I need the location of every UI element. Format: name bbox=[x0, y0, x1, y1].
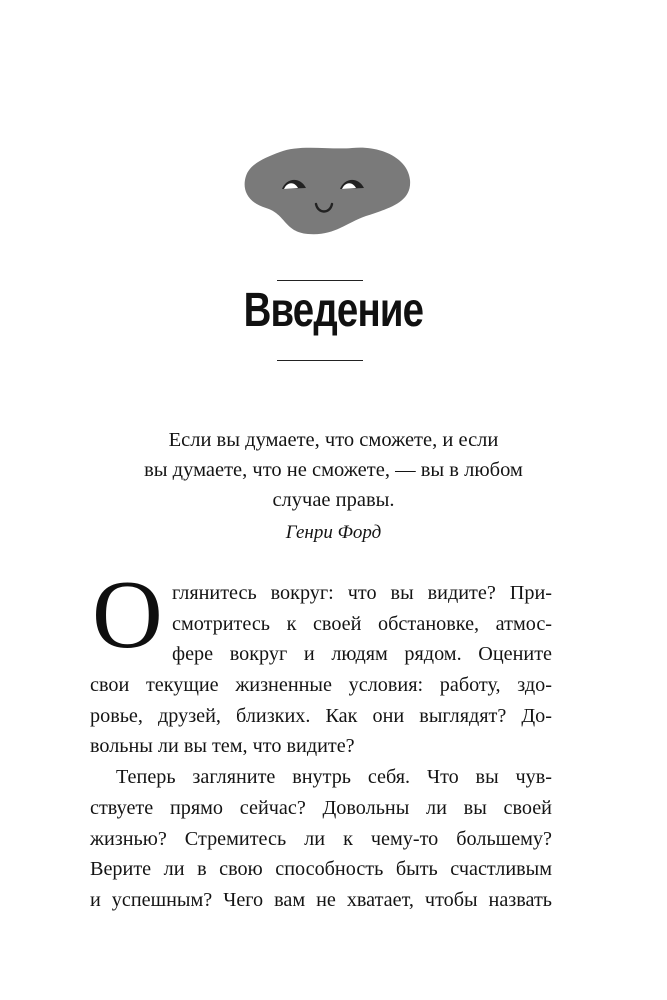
drop-cap: О bbox=[92, 561, 163, 669]
blob-shape bbox=[245, 148, 411, 235]
body-line: ствуете прямо сейчас? Довольны ли вы своей bbox=[90, 796, 552, 819]
title-rule-top bbox=[277, 280, 363, 281]
epigraph bbox=[60, 425, 607, 515]
body-line: и успешным? Чего вам не хватает, чтобы назвать bbox=[90, 888, 552, 911]
body-line: глянитесь вокруг: что вы видите? При- bbox=[172, 582, 552, 604]
body-line: жизнью? Стремитесь ли к чему-то большему? bbox=[90, 827, 552, 850]
body-line: свои текущие жизненные условия: работу, здо- bbox=[90, 674, 552, 697]
page-title: Введение bbox=[243, 284, 424, 337]
body-line: ровье, друзей, близких. Как они выглядят? До- bbox=[90, 704, 552, 727]
smiling-blob-icon bbox=[240, 142, 412, 238]
body-line: Теперь загляните внутрь себя. Что вы чув- bbox=[116, 766, 552, 789]
body-line: фере вокруг и людям рядом. Оцените bbox=[172, 643, 552, 666]
title-rule-bottom bbox=[277, 360, 363, 361]
body-line: смотритесь к своей обстановке, атмос- bbox=[172, 612, 552, 635]
epigraph-line: вы думаете, что не сможете, — вы в любом bbox=[144, 459, 523, 481]
body-line: вольны ли вы тем, что видите? bbox=[90, 735, 355, 758]
epigraph-line: Если вы думаете, что сможете, и если bbox=[168, 429, 499, 451]
body-text bbox=[90, 578, 552, 916]
body-line: Верите ли в свою способность быть счастливым bbox=[90, 858, 552, 881]
epigraph-author: Генри Форд bbox=[285, 522, 382, 543]
epigraph-line: случае правы. bbox=[272, 489, 395, 511]
